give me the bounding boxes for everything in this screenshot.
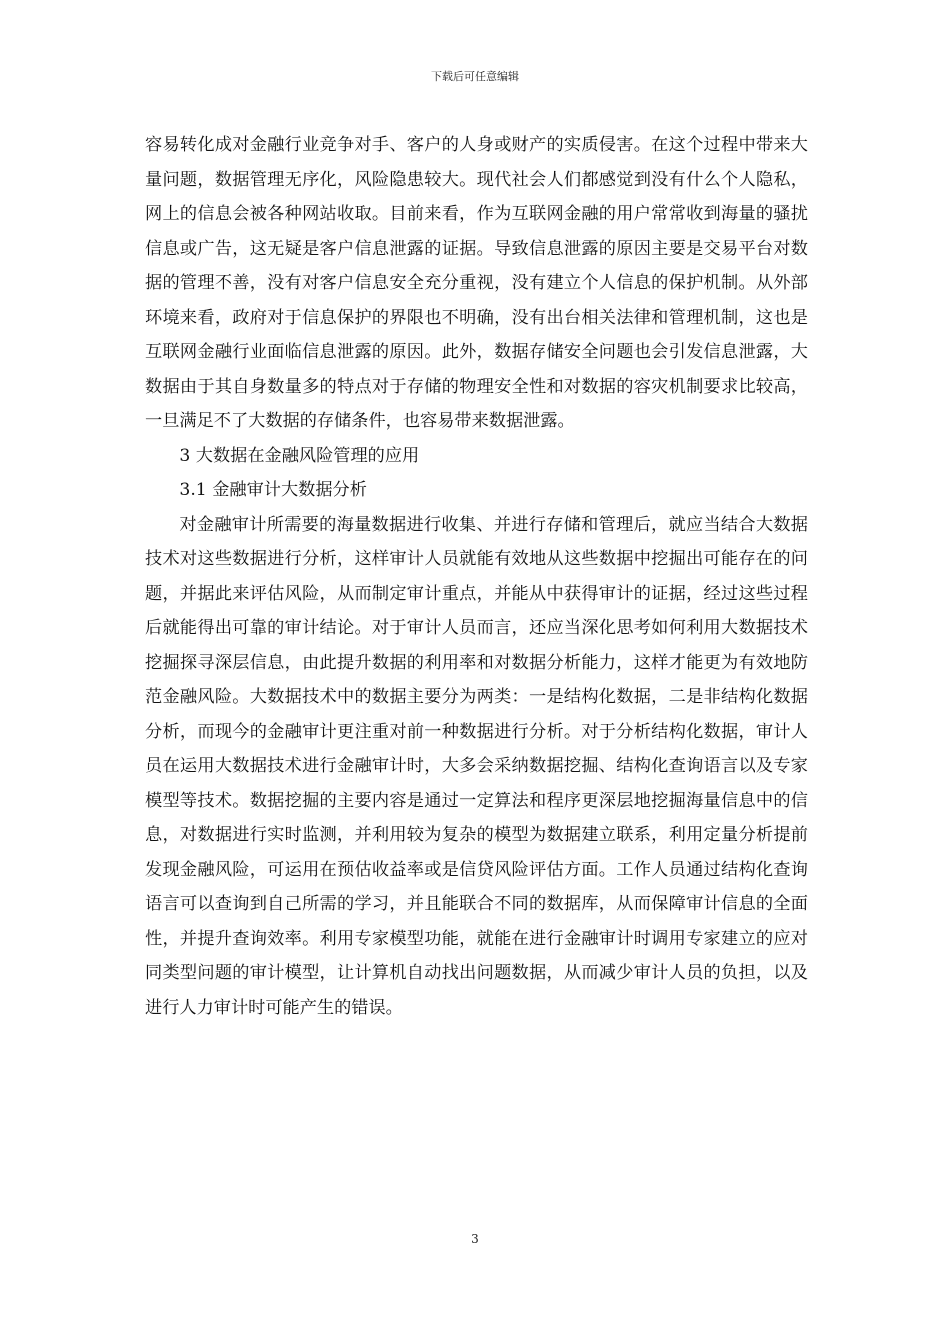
section-heading: 3 大数据在金融风险管理的应用	[179, 445, 420, 466]
body-content	[145, 128, 808, 1025]
paragraph-audit-analysis: 对金融审计所需要的海量数据进行收集、并进行存储和管理后，就应当结合大数据技术对这些数据进行分析，这样审计人员就能有效地从这些数据中挖掘出可能存在的问题，并据此来评估风险，从而制定审计重点，并能从中获得审计的证据，经过这些过程后就能得出可靠的审计结论。对于审计人员而言，还应当深化思考如何利用大数据技术挖掘探寻深层信息，由此提升数据的利用率和对数据分析能力，这样才能更为有效地防范金融风险。大数据技术中的数据主要分为两类：一是结构化数据，二是非结构化数据分析，而现今的金融审计更注重对前一种数据进行分析。对于分析结构化数据，审计人员在运用大数据技术进行金融审计时，大多会采纳数据挖掘、结构化查询语言以及专家模型等技术。数据挖掘的主要内容是通过一定算法和程序更深层地挖掘海量信息中的信息，对数据进行实时监测，并利用较为复杂的模型为数据建立联系，利用定量分析提前发现金融风险，可运用在预估收益率或是信贷风险评估方面。工作人员通过结构化查询语言可以查询到自己所需的学习，并且能联合不同的数据库，从而保障审计信息的全面性，并提升查询效率。利用专家模型功能，就能在进行金融审计时调用专家建立的应对同类型问题的审计模型，让计算机自动找出问题数据，从而减少审计人员的负担，以及进行人力审计时可能产生的错误。	[145, 514, 808, 1018]
subsection-heading: 3.1 金融审计大数据分析	[179, 480, 367, 500]
page-header: 下载后可任意编辑	[431, 70, 519, 83]
page-number: 3	[471, 1232, 479, 1246]
paragraph-data-leakage: 容易转化成对金融行业竞争对手、客户的人身或财产的实质侵害。在这个过程中带来大量问题，数据管理无序化，风险隐患较大。现代社会人们都感觉到没有什么个人隐私，网上的信息会被各种网站收取。目前来看，作为互联网金融的用户常常收到海量的骚扰信息或广告，这无疑是客户信息泄露的证据。导致信息泄露的原因主要是交易平台对数据的管理不善，没有对客户信息安全充分重视，没有建立个人信息的保护机制。从外部环境来看，政府对于信息保护的界限也不明确，没有出台相关法律和管理机制，这也是互联网金融行业面临信息泄露的原因。此外，数据存储安全问题也会引发信息泄露，大数据由于其自身数量多的特点对于存储的物理安全性和对数据的容灾机制要求比较高，一旦满足不了大数据的存储条件，也容易带来数据泄露。	[145, 135, 808, 431]
